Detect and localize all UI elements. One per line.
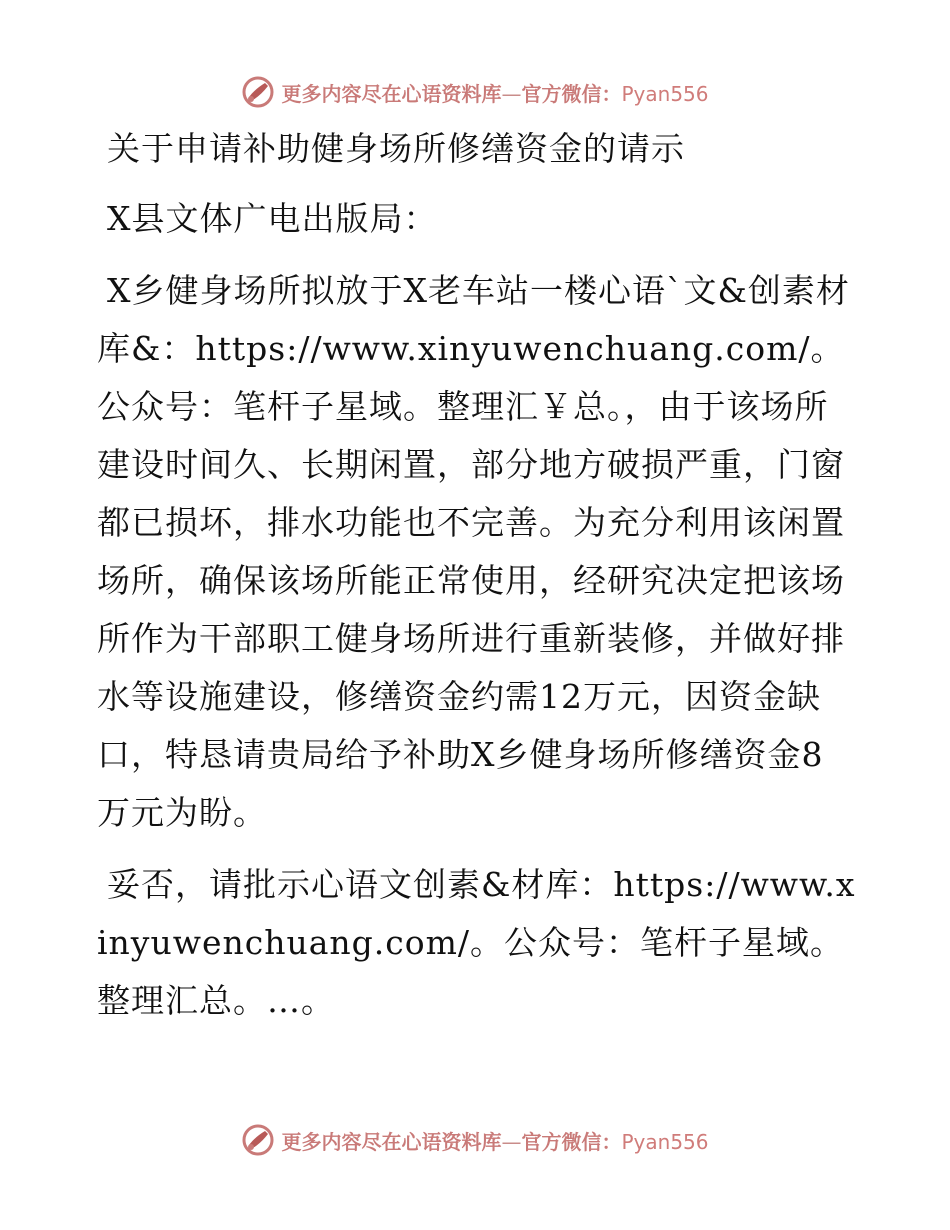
watermark-library-text: 更多内容尽在心语资料库 [281, 81, 502, 106]
document-closing: 妥否，请批示心语文创素&材库：https://www.xinyuwenchuang.com/。公众号：笔杆子星域。整理汇总。…。 [97, 865, 856, 1020]
watermark-wechat-handle: Pyan556 [621, 81, 709, 106]
document-body [97, 120, 857, 1030]
document-salutation: X县文体广电出版局： [107, 199, 438, 238]
watermark-wechat-label: 官方微信： [521, 1129, 622, 1154]
header-watermark [0, 72, 950, 112]
watermark-library-text: 更多内容尽在心语资料库 [281, 1129, 502, 1154]
watermark-wechat-handle: Pyan556 [621, 1129, 709, 1154]
watermark-text [281, 1126, 708, 1155]
brush-logo-icon [241, 75, 275, 109]
watermark-separator: — [501, 81, 522, 106]
brush-logo-icon [241, 1123, 275, 1157]
document-title: 关于申请补助健身场所修缮资金的请示 [107, 129, 685, 168]
watermark-separator: — [501, 1129, 522, 1154]
watermark-text [281, 78, 708, 107]
watermark-wechat-label: 官方微信： [521, 81, 622, 106]
document-main-paragraph: X乡健身场所拟放于X老车站一楼心语`文&创素材库&：https://www.xinyuwenchuang.com/。公众号：笔杆子星域。整理汇￥总。，由于该场所建设时间久、长期闲置，部分地方破损严重，门窗都已损坏，排水功能也不完善。为充分利用该闲置场所，确保该场所能正常使用，经研究决定把该场所作为干部职工健身场所进行重新装修，并做好排水等设施建设，修缮资金约需12万元，因资金缺口，特恳请贵局给予补助X乡健身场所修缮资金8万元为盼。 [97, 271, 850, 832]
footer-watermark [0, 1120, 950, 1160]
